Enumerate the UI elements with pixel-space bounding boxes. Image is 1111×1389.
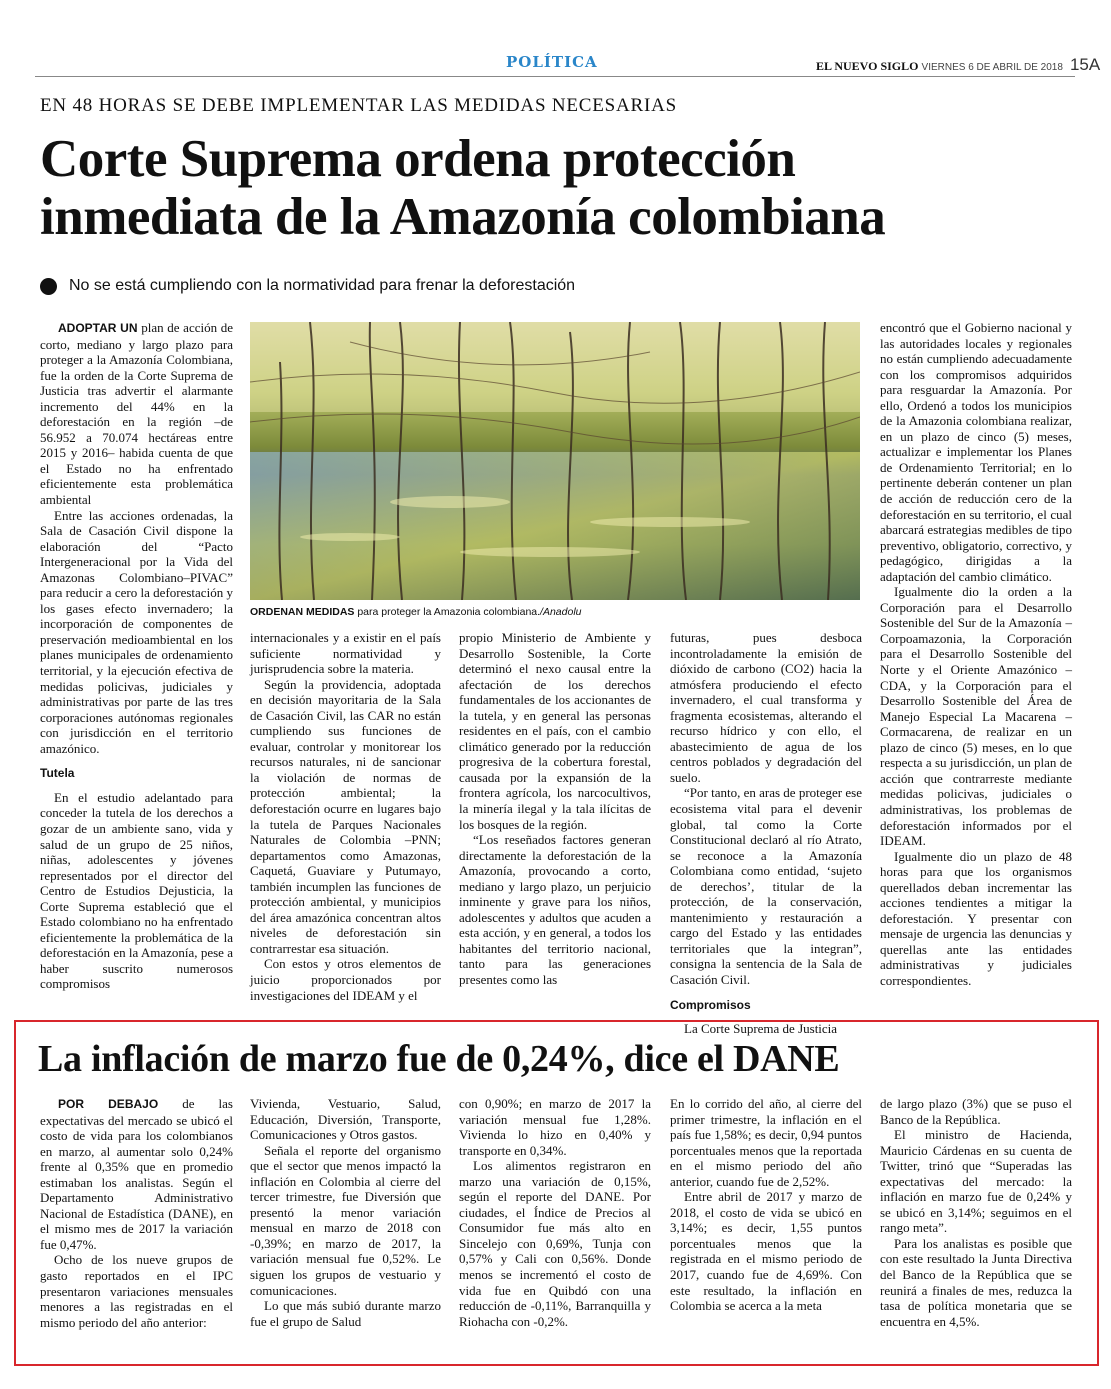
inflation-column-5 [880,1096,1072,1329]
paragraph: “Por tanto, en aras de proteger ese ecosistema vital para el devenir global, tal como la Corte Constitucional declaró al río Atrato, se reconoce a la Amazonía Colombiana como entidad, ‘sujeto de derechos’, titular de la protección, de la conservación, mantenimiento y restauración a cargo del Estado y las entidades territoriales que la integran”, consigna la sentencia de la Sala de Casación Civil. [670,785,862,988]
inflation-column-4 [670,1096,862,1314]
paragraph: encontró que el Gobierno nacional y las autoridades locales y regionales no están cumpliendo adecuadamente con los compromisos adquiridos para resguardar la Amazonía. Por ello, Ordenó a todos los municipios de la Amazonia colombiana realizar, en un plazo de cinco (5) meses, actualizar e implementar los Planes de Ordenamiento Territorial; en lo pertinente deberán contener un plan de acción de reducción cero de la deforestación en su territorio, el cual abarcará estrategias medibles de tipo preventivo, obligatorio, correctivo, y pedagógico, dirigidas a la adaptación del cambio climático. [880,320,1072,584]
headline-line-1: Corte Suprema ordena protección [40,130,796,188]
paragraph: propio Ministerio de Ambiente y Desarrollo Sostenible, la Corte determinó el nexo causal entre la afectación de los derechos fundamentales de los accionantes de la tutela, y en general las personas residentes en el país, con el cambio climático generado por la reducción progresiva de la cobertura forestal, causada por la expansión de la frontera agrícola, los narcocultivos, la minería ilegal y la tala ilícitas de los bosques de la región. [459,630,651,832]
lead-in: ADOPTAR UN [58,321,138,335]
section-label: POLÍTICA [506,53,598,71]
photo-caption [250,606,582,618]
paragraph: Los alimentos registraron en marzo una variación de 0,15%, según el reporte del DANE. Por ciudades, el Índice de Precios al Consumidor fue más alto en Sincelejo con 0,69%, Tunja con 0,57% y Cali con 0,56%. Donde menos se incrementó el costo de vida fue en Quibdó con una reducción de -0,11%, Barranquilla y Riohacha con -0,2%. [459,1158,651,1329]
article-column-1 [40,320,233,992]
subhead-compromisos: Compromisos [670,997,751,1012]
paragraph: Señala el reporte del organismo que el sector que menos impactó la inflación en Colombia al cierre del tercer trimestre, fue Diversión que presentó la menor variación mensual en marzo de 2018 con -0,39%; en marzo de 2017, la variación mensual fue 0,52%. Le siguen los grupos de vestuario y comunicaciones. [250,1142,441,1298]
paragraph: En lo corrido del año, al cierre del primer trimestre, la inflación en el país fue 1,58%; es decir, 0,94 puntos porcentuales menos que la reportada en el mismo periodo del año anterior, cuando fue de 2,52%. [670,1096,862,1189]
paragraph: futuras, pues desboca incontroladamente la emisión de dióxido de carbono (CO2) hacia la atmósfera produciendo el efecto invernadero, el cual transforma y fragmenta ecosistemas, alterando el recurso hídrico y con ello, el abastecimiento de agua de los centros poblados y degradación del suelo. [670,630,862,785]
caption-lead: ORDENAN MEDIDAS [250,606,355,618]
inflation-column-2 [250,1096,441,1329]
caption-text: para proteger la Amazonia colombiana. [357,606,541,618]
paragraph: Vivienda, Vestuario, Salud, Educación, Diversión, Transporte, Comunicaciones y Otros gastos. [250,1096,441,1143]
header-rule [35,76,1075,77]
headline-line-2: inmediata de la Amazonía colombiana [40,188,886,246]
inflation-column-3 [459,1096,651,1329]
publication-name: EL NUEVO SIGLO [816,59,919,73]
inflation-headline: La inflación de marzo fue de 0,24%, dice el DANE [38,1038,840,1080]
kicker: EN 48 HORAS SE DEBE IMPLEMENTAR LAS MEDIDAS NECESARIAS [40,95,678,116]
subhead-tutela: Tutela [40,766,75,781]
article-column-3 [459,630,651,988]
paragraph: ADOPTAR UN plan de acción de corto, mediano y largo plazo para proteger a la Amazonía Colombiana, fue la orden de la Corte Suprema de Justicia tras advertir el alarmante incremento del 44% en la deforestación en la región –de 56.952 a 70.074 hectáreas entre 2015 y 2016– habida cuenta de que el Estado no ha enfrentado eficientemente esta problemática ambiental [40,320,234,508]
paragraph: Entre las acciones ordenadas, la Sala de Casación Civil dispone la elaboración del “Pacto Intergeneracional por la Vida del Amazonas Colombiano–PIVAC” para reducir a cero la deforestación y los gases efecto invernadero; la incorporación de componentes de preservación medioambiental en los planes municipales de ordenamiento territorial, y la ejecución efectiva de medidas policivas, judiciales y administrativas por parte de las tres corporaciones autónomas regionales con jurisdicción en el territorio amazónico. [40,507,233,756]
paragraph: de largo plazo (3%) que se puso el Banco de la República. [880,1096,1072,1127]
publication-info [816,55,1100,75]
paragraph: Lo que más subió durante marzo fue el grupo de Salud [250,1298,441,1329]
paragraph: Para los analistas es posible que con este resultado la Junta Directiva del Banco de la República que se reunirá a finales de mes, reduzca la tasa de política monetaria que se encuentra en 4,5%. [880,1235,1072,1329]
paragraph: En el estudio adelantado para conceder la tutela de los derechos a gozar de un ambiente sano, vida y salud de un grupo de 25 niños, niñas, adolescentes y jóvenes representados por el director del Centro de Estudios Dejusticia, la Corte Suprema estableció que el Estado colombiano no ha enfrentado eficientemente la problemática de la deforestación en la Amazonía, pese a haber suscrito numerosos compromisos [40,789,233,992]
flooded-forest-image [250,322,860,600]
paragraph: La Corte Suprema de Justicia [684,1021,838,1037]
article-column-5 [880,320,1072,989]
paragraph: Igualmente dio la orden a la Corporación para el Desarrollo Sostenible del Sur de la Amazonía –Corpoamazonia, la Corporación para el Desarrollo Sostenible del Norte y el Oriente Amazónico –CDA, y la Corporación para el Desarrollo Sostenible del Área de Manejo Especial La Macarena –Cormacarena, de realizar en un plazo de cinco (5) meses, en lo que respecta a su jurisdicción, un plan de acción que contrarreste mediante medidas policivas, judiciales o administrativas, los problemas de deforestación informados por el IDEAM. [880,584,1072,849]
photo-credit: /Anadolu [540,606,582,618]
paragraph: con 0,90%; en marzo de 2017 la variación mensual fue 1,28%. Vivienda lo hizo en 0,40% y transporte en 0,34%. [459,1096,651,1158]
lead-in: POR DEBAJO [58,1097,159,1111]
paragraph: Igualmente dio un plazo de 48 horas para que los organismos querellados deban incrementar las acciones tendientes a mitigar la deforestación. Y presentar con mensaje de urgencia las denuncias y querellas ante las entidades administrativas y judiciales correspondientes. [880,848,1072,988]
subheadline-text: No se está cumpliendo con la normatividad para frenar la deforestación [69,277,576,294]
paragraph: “Los reseñados factores generan directamente la deforestación de la Amazonía, provocando a corto, mediano y largo plazo, un perjuicio inminente y grave para los niños, adolescentes y adultos que acuden a esta acción, y en general, a todos los habitantes del territorio nacional, tanto para las generaciones presentes como las [459,832,651,988]
paragraph: Según la providencia, adoptada en decisión mayoritaria de la Sala de Casación Civil, las CAR no están cumpliendo sus funciones de evaluar, controlar y monitorear los recursos naturales, ni de sancionar la violación de normas de protección ambiental; la deforestación ocurre en lugares bajo la tutela de Parques Nacionales Naturales de Colombia –PNN; departamentos como Amazonas, Caquetá, Guaviare y Putumayo, también incumplen las funciones de protección ambiental, y municipios del área amazónica concentran altos niveles de deforestación sin contrarrestar esa situación. [250,676,441,956]
paragraph: POR DEBAJO de las expectativas del mercado se ubicó el costo de vida para los colombianos en marzo, al aumentar solo 0,24% frente al 0,35% que en promedio estimaban los analistas. Según el Departamento Administrativo Nacional de Estadística (DANE), en el mismo mes de 2017 la variación fue 0,47%. [40,1096,233,1252]
page-number: 15A [1069,55,1101,74]
paragraph: El ministro de Hacienda, Mauricio Cárdenas en su cuenta de Twitter, trinó que “Superadas las expectativas del mercado: la inflación en marzo fue de 0,24% y se ubicó en 3,14%; seguimos en el rango meta”. [880,1127,1072,1236]
paragraph: Ocho de los nueve grupos de gasto reportados en el IPC presentaron variaciones mensuales menores a las registradas en el mismo periodo del año anterior: [40,1252,233,1330]
article-column-4 [670,630,862,1037]
subheadline [40,277,575,295]
paragraph: Con estos y otros elementos de juicio proporcionados por investigaciones del IDEAM y el [250,956,441,1003]
article-column-2 [250,630,441,1003]
bullet-icon [40,278,57,295]
paragraph: internacionales y a existir en el país suficiente normatividad y jurisprudencia sobre la materia. [250,630,441,677]
headline [40,130,1080,246]
publication-date: VIERNES 6 DE ABRIL DE 2018 [921,62,1063,73]
inflation-column-1 [40,1096,233,1330]
amazon-photo [250,322,860,600]
paragraph: Entre abril de 2017 y marzo de 2018, el costo de vida se ubicó en 3,14%; es decir, 1,55 puntos porcentuales menos que la registrada en el mismo periodo de 2017, cuando fue de 4,69%. Con este resultado, la inflación en Colombia se acerca a la meta [670,1189,862,1314]
